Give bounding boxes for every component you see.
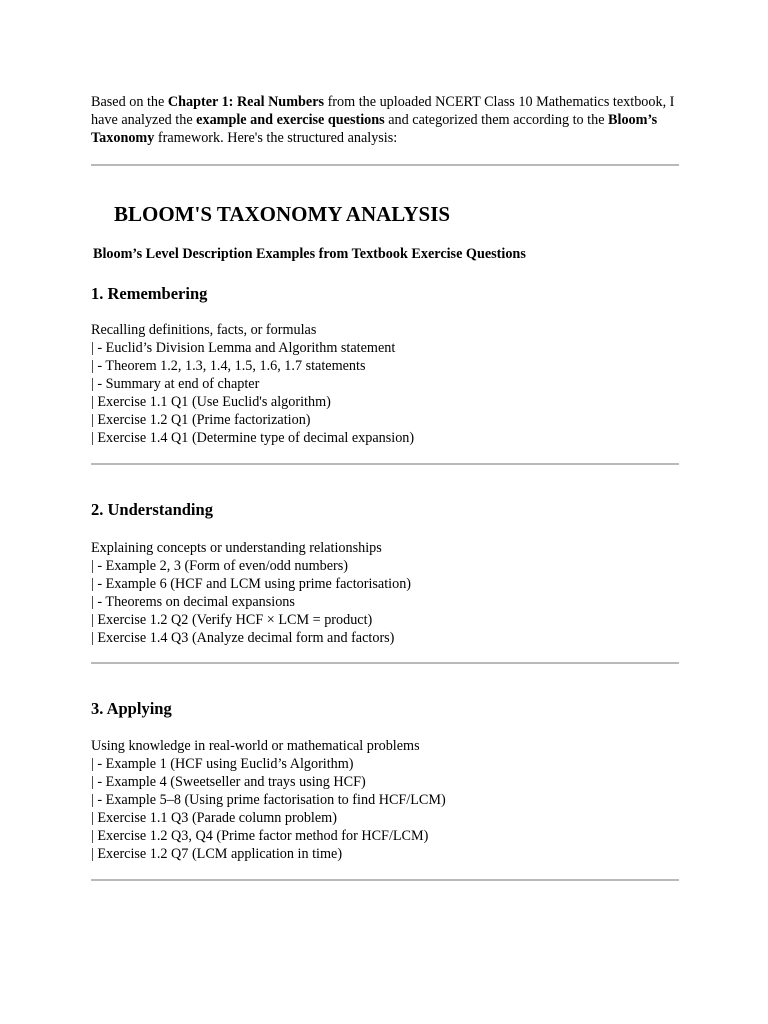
section-line: | - Summary at end of chapter: [91, 376, 260, 392]
section-body-applying: [91, 737, 446, 863]
intro-bold-taxonomy: Bloom’s Taxonomy: [91, 112, 658, 146]
intro-text-4: framework. Here's the structured analysis:: [154, 130, 398, 146]
horizontal-divider: [91, 164, 679, 166]
horizontal-divider: [91, 662, 679, 664]
intro-bold-questions: example and exercise questions: [196, 112, 385, 128]
section-heading-remembering: 1. Remembering: [91, 284, 208, 303]
section-heading-understanding: 2. Understanding: [91, 500, 213, 519]
intro-text-3: and categorized them according to the: [384, 112, 609, 128]
section-line: | Exercise 1.1 Q3 (Parade column problem): [91, 810, 337, 826]
section-line: | Exercise 1.2 Q3, Q4 (Prime factor method for HCF/LCM): [91, 828, 429, 844]
section-line: | Exercise 1.1 Q1 (Use Euclid's algorithm): [91, 394, 331, 410]
section-line: | - Example 5–8 (Using prime factorisation to find HCF/LCM): [91, 792, 446, 808]
section-line: | Exercise 1.4 Q1 (Determine type of decimal expansion): [91, 430, 415, 446]
section-line: | - Example 6 (HCF and LCM using prime factorisation): [91, 576, 412, 592]
section-line: | - Euclid’s Division Lemma and Algorithm statement: [91, 340, 396, 356]
section-line: | - Example 1 (HCF using Euclid’s Algorithm): [91, 756, 354, 772]
intro-text-2: from the uploaded NCERT Class 10 Mathematics textbook, I have analyzed the: [91, 94, 675, 128]
section-line: | - Theorems on decimal expansions: [91, 594, 295, 610]
page-title: BLOOM'S TAXONOMY ANALYSIS: [114, 202, 451, 226]
table-header-row: Bloom’s Level Description Examples from Textbook Exercise Questions: [93, 246, 526, 262]
section-line: Recalling definitions, facts, or formulas: [91, 322, 317, 338]
section-body-remembering: [91, 321, 414, 447]
section-heading-applying: 3. Applying: [91, 699, 172, 718]
section-line: | Exercise 1.2 Q2 (Verify HCF × LCM = product): [91, 612, 373, 628]
intro-text-1: Based on the: [91, 94, 168, 110]
horizontal-divider: [91, 879, 679, 881]
section-line: | - Example 2, 3 (Form of even/odd numbers): [91, 558, 348, 574]
horizontal-divider: [91, 463, 679, 465]
section-line: | Exercise 1.4 Q3 (Analyze decimal form and factors): [91, 630, 395, 646]
section-line: Using knowledge in real-world or mathematical problems: [91, 738, 420, 754]
section-body-understanding: [91, 539, 411, 647]
section-line: | Exercise 1.2 Q1 (Prime factorization): [91, 412, 311, 428]
intro-paragraph: [91, 93, 679, 147]
intro-bold-chapter: Chapter 1: Real Numbers: [167, 94, 325, 110]
section-line: | - Example 4 (Sweetseller and trays using HCF): [91, 774, 366, 790]
section-line: | Exercise 1.2 Q7 (LCM application in time): [91, 846, 343, 862]
section-line: | - Theorem 1.2, 1.3, 1.4, 1.5, 1.6, 1.7 statements: [91, 358, 366, 374]
section-line: Explaining concepts or understanding relationships: [91, 540, 382, 556]
